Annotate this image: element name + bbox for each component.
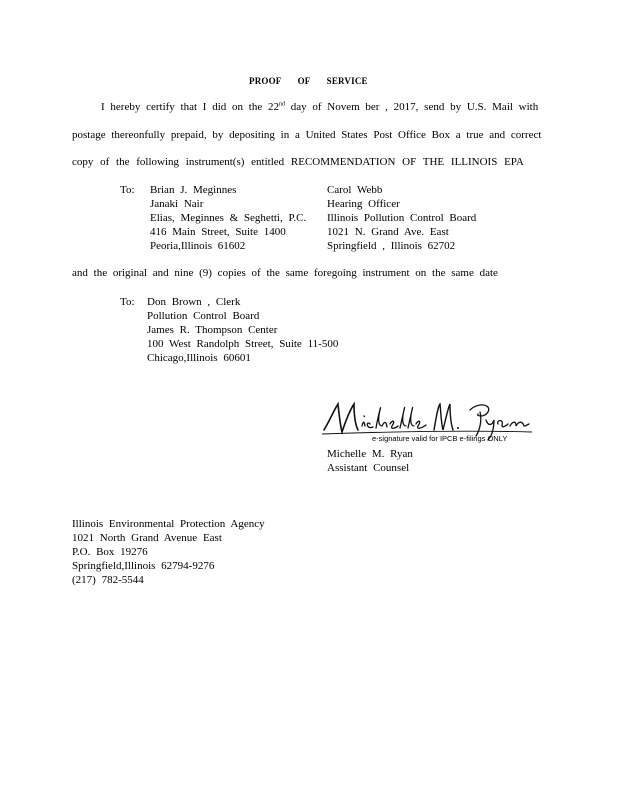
recipient-clerk-line: Don Brown , Clerk xyxy=(147,296,241,308)
to-label-1: To: xyxy=(120,184,135,196)
recipient-right-line: Springfield , Illinois 62702 xyxy=(327,240,456,252)
agency-line: 1021 North Grand Avenue East xyxy=(72,532,222,544)
recipient-right-block xyxy=(327,183,476,253)
recipient-clerk-line: Chicago,Illinois 60601 xyxy=(147,352,251,364)
recipient-left-line: Peoria,Illinois 61602 xyxy=(150,240,246,252)
agency-line: Illinois Environmental Protection Agency xyxy=(72,518,265,530)
recipient-right-line: Carol Webb xyxy=(327,184,383,196)
body-line-1-sup: nd xyxy=(278,101,285,108)
to-label-2: To: xyxy=(120,296,135,308)
recipient-left-block xyxy=(150,183,306,253)
signer-role: Assistant Counsel xyxy=(327,462,410,474)
recipient-left-line: Brian J. Meginnes xyxy=(150,184,237,196)
body-line-1 xyxy=(101,101,538,114)
document-title: PROOF OF SERVICE xyxy=(249,76,368,86)
signer-name: Michelle M. Ryan xyxy=(327,448,413,460)
agency-line: P.O. Box 19276 xyxy=(72,546,148,558)
body-line-3: copy of the following instrument(s) entitled RECOMMENDATION OF THE ILLINOIS EPA xyxy=(72,156,524,168)
agency-line: Springfield,Illinois 62794-9276 xyxy=(72,560,215,572)
body-line-1-post: day of Novem ber , 2017, send by U.S. Mail with xyxy=(290,101,539,113)
recipient-left-line: Janaki Nair xyxy=(150,198,204,210)
body-line-2: postage thereonfully prepaid, by depositing in a United States Post Office Box a true and correct xyxy=(72,129,542,141)
recipient-clerk-line: 100 West Randolph Street, Suite 11-500 xyxy=(147,338,339,350)
recipient-left-line: Elias, Meginnes & Seghetti, P.C. xyxy=(150,212,307,224)
signature-block xyxy=(327,447,413,475)
body-line-1-pre: I hereby certify that I did on the 22 xyxy=(101,101,279,113)
recipient-clerk-line: James R. Thompson Center xyxy=(147,324,278,336)
signature-caption: e-signature valid for IPCB e-filings ONLY xyxy=(372,434,508,443)
recipient-right-line: 1021 N. Grand Ave. East xyxy=(327,226,449,238)
body-line-4: and the original and nine (9) copies of the same foregoing instrument on the same date xyxy=(72,267,498,279)
recipient-clerk-line: Pollution Control Board xyxy=(147,310,260,322)
agency-address-block xyxy=(72,517,265,587)
recipient-left-line: 416 Main Street, Suite 1400 xyxy=(150,226,286,238)
recipient-clerk-block xyxy=(147,295,338,365)
agency-line: (217) 782-5544 xyxy=(72,574,144,586)
signature-image xyxy=(320,396,535,446)
recipient-right-line: Hearing Officer xyxy=(327,198,400,210)
recipient-right-line: Illinois Pollution Control Board xyxy=(327,212,477,224)
